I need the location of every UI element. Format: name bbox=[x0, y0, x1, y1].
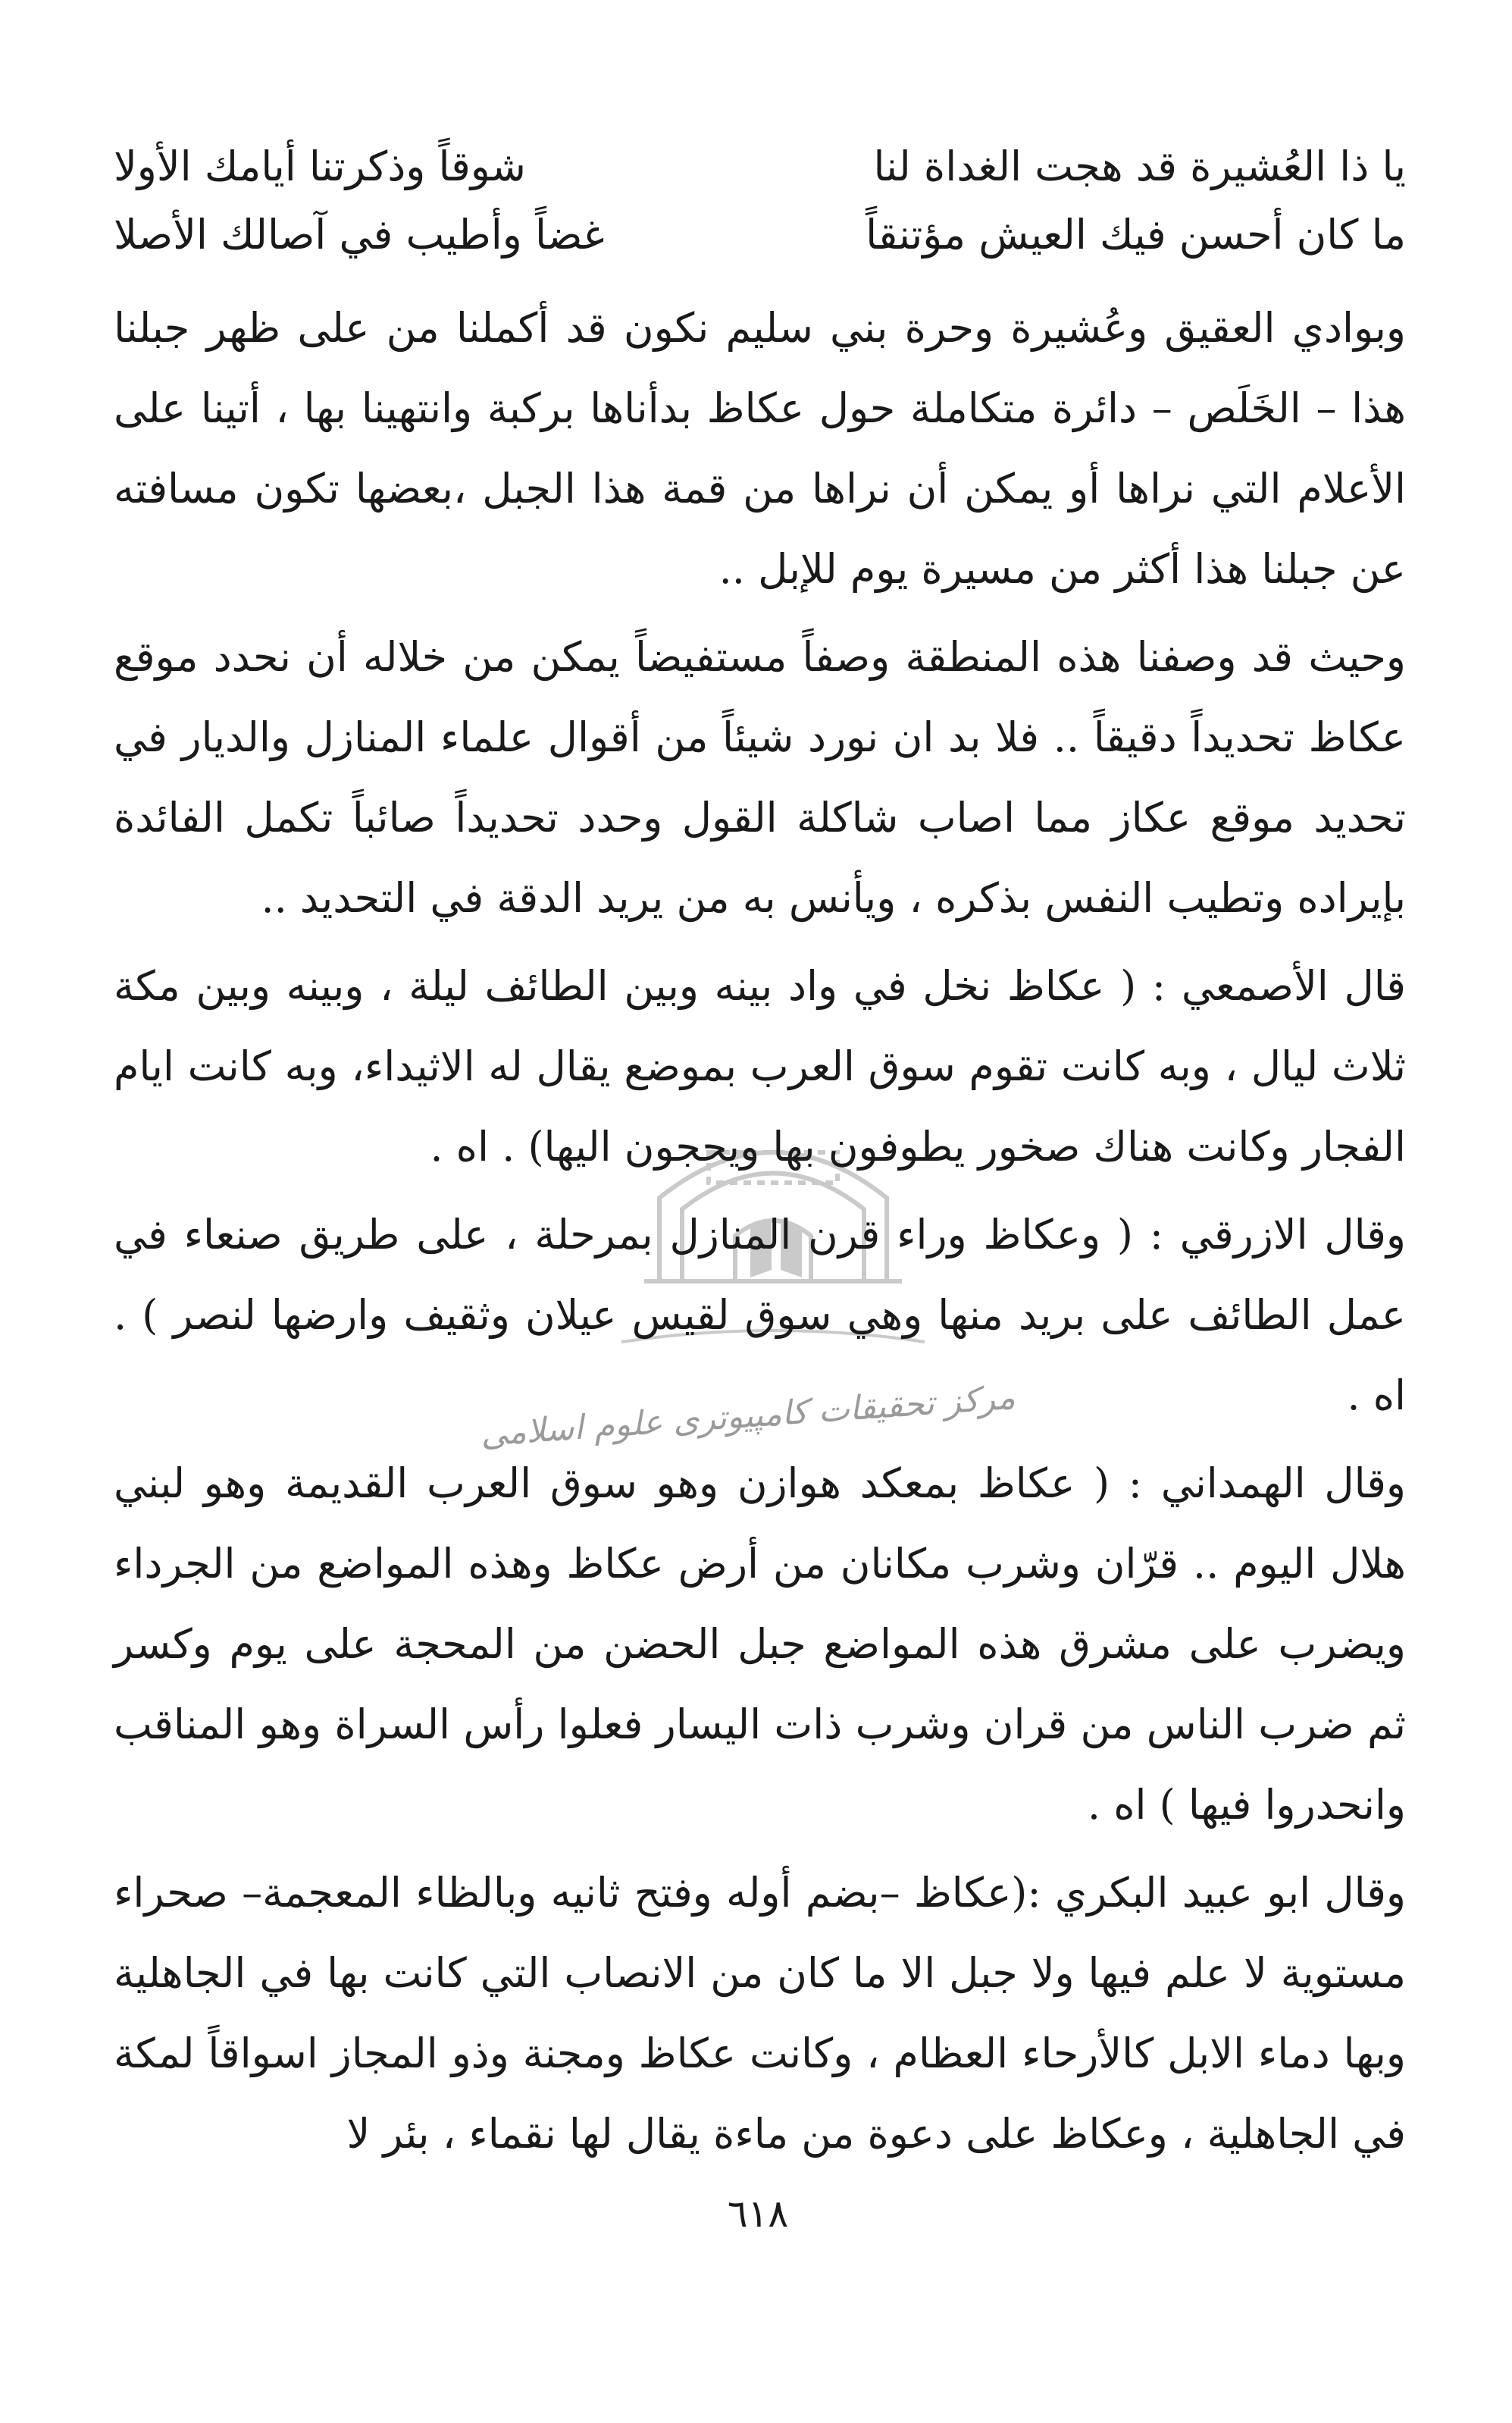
watermark-text: مرکز تحقیقات کامپیوتری علوم اسلامی bbox=[479, 1378, 1016, 1454]
body-text bbox=[114, 288, 1406, 2174]
poem-verse-1-second-hemistich: شوقاً وذكرتنا أيامك الأولا bbox=[114, 143, 526, 190]
paragraph-4: وقال الازرقي : ( وعكاظ وراء قرن المنازل بمرحلة ، على طريق صنعاء في عمل الطائف على بريد منها وهي سوق لقيس عيلان وثقيف وارضها لنصر ) . اه . bbox=[114, 1211, 1406, 1419]
poem-verse-2-second-hemistich: غضاً وأطيب في آصالك الأصلا bbox=[114, 211, 605, 259]
poem-verse-1-first-hemistich: يا ذا العُشيرة قد هجت الغداة لنا bbox=[873, 143, 1406, 190]
paragraph-5: وقال الهمداني : ( عكاظ بمعكد هوازن وهو سوق العرب القديمة وهو لبني هلال اليوم .. قرّان وشرب مكانان من أرض عكاظ وهذه المواضع من الجرداء ويضرب على مشرق هذه المواضع جبل الحضن من المحجة على يوم وكسر ثم ضرب الناس من قران وشرب ذات اليسار فعلوا رأس السراة وهو المناقب وانحدروا فيها ) اه . bbox=[114, 1459, 1406, 1829]
paragraph-2: وحيث قد وصفنا هذه المنطقة وصفاً مستفيضاً يمكن من خلاله أن نحدد موقع عكاظ تحديداً دقيقاً .. فلا بد ان نورد شيئاً من أقوال علماء المنازل والديار في تحديد موقع عكاز مما اصاب شاكلة القول وحدد تحديداً صائباً تكمل الفائدة بإيراده وتطيب النفس بذكره ، ويأنس به من يريد الدقة في التحديد .. bbox=[114, 633, 1406, 922]
poem-verse-2-first-hemistich: ما كان أحسن فيك العيش مؤتنقاً bbox=[866, 211, 1406, 259]
paragraph-6: وقال ابو عبيد البكري :(عكاظ –بضم أوله وفتح ثانيه وبالظاء المعجمة– صحراء مستوية لا علم فيها ولا جبل الا ما كان من الانصاب التي كانت بها في الجاهلية وبها دماء الابل كالأرحاء العظام ، وكانت عكاظ ومجنة وذو المجاز اسواقاً لمكة في الجاهلية ، وعكاظ على دعوة من ماءة يقال لها نقماء ، بئر لا bbox=[114, 1869, 1406, 2158]
paragraph-1: وبوادي العقيق وعُشيرة وحرة بني سليم نكون قد أكملنا من على ظهر جبلنا هذا – الخَلَص – دائرة متكاملة حول عكاظ بدأناها بركبة وانتهينا بها ، أتينا على الأعلام التي نراها أو يمكن أن نراها من قمة هذا الجبل ،بعضها تكون مسافته عن جبلنا هذا أكثر من مسيرة يوم للإبل .. bbox=[114, 304, 1406, 593]
page-number: ٦١٨ bbox=[727, 2192, 789, 2236]
paragraph-3: قال الأصمعي : ( عكاظ نخل في واد بينه وبين الطائف ليلة ، وبينه وبين مكة ثلاث ليال ، وبه كانت تقوم سوق العرب بموضع يقال له الاثيداء، وبه كانت ايام الفجار وكانت هناك صخور يطوفون بها ويحجون اليها) . اه . bbox=[114, 962, 1406, 1171]
poem-verse-2 bbox=[114, 197, 1406, 281]
